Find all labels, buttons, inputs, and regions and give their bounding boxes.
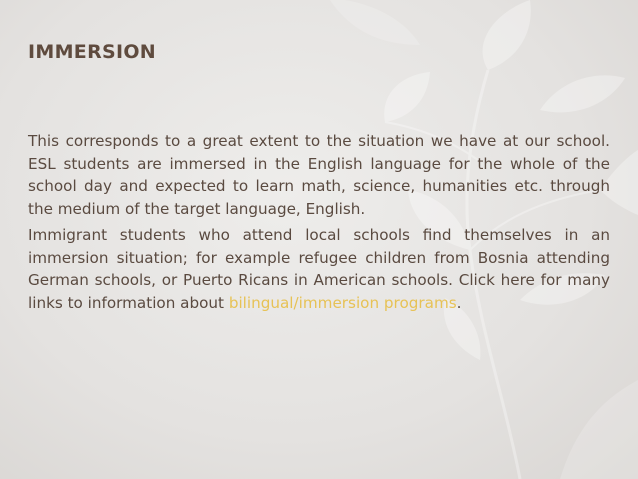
slide-body xyxy=(28,130,610,314)
slide-title: IMMERSION xyxy=(28,41,156,63)
bilingual-immersion-programs-link[interactable]: bilingual/immersion programs xyxy=(228,293,457,312)
paragraph-school-situation: This corresponds to a great extent to the situation we have at our school. ESL students are immersed in the English language for the whole of the school day and expected to learn math, science, humanities etc. through the medium of the target language, English. xyxy=(28,132,610,218)
paragraph-immigrant-text: Immigrant students who attend local schools find themselves in an immersion situation; for example refugee children from Bosnia attending German schools, or Puerto Ricans in American schools. Click here for many links to information about xyxy=(28,226,610,312)
paragraph-end-punctuation: . xyxy=(456,293,462,312)
paragraph-immigrant-students xyxy=(28,224,610,314)
